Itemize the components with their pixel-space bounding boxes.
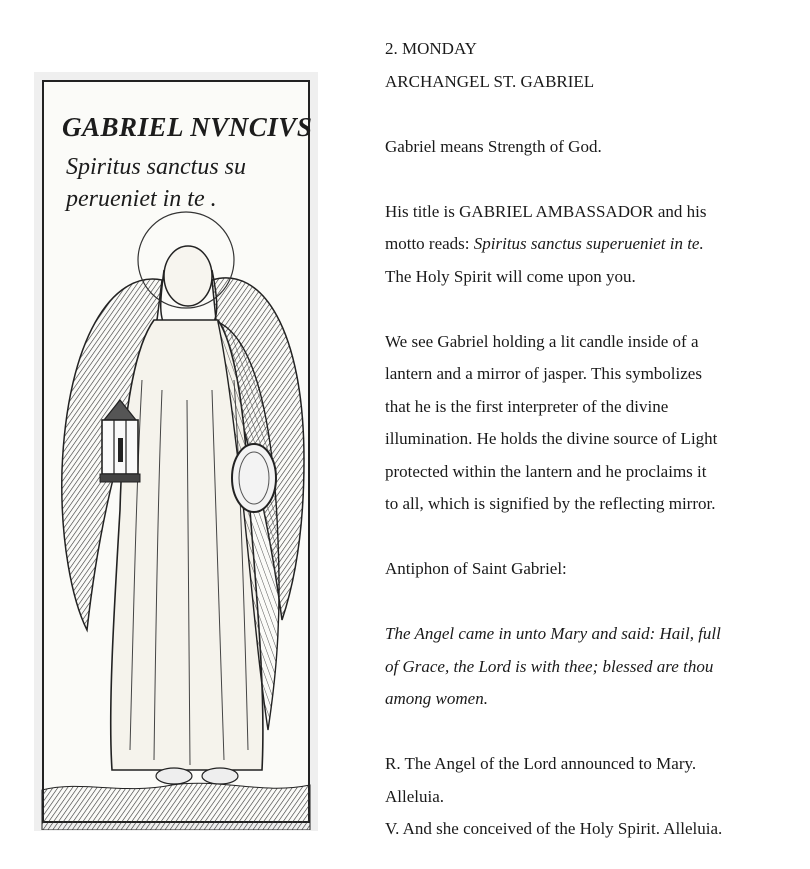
description-line: that he is the first interpreter of the divine xyxy=(385,396,669,416)
motto-latin: Spiritus sanctus superueniet in te. xyxy=(473,234,704,253)
engraving-caption-line-1: Spiritus sanctus su xyxy=(66,154,247,180)
meaning-line: Gabriel means Strength of God. xyxy=(385,136,602,156)
motto-english: The Holy Spirit will come upon you. xyxy=(385,266,636,286)
response-line: R. The Angel of the Lord announced to Mary. xyxy=(385,754,697,773)
text-column xyxy=(385,33,795,846)
response-line: Alleluia. xyxy=(385,786,445,806)
archangel-gabriel-illustration xyxy=(34,210,318,830)
description-line: to all, which is signified by the reflecting mirror. xyxy=(385,494,716,513)
engraving-caption-title: GABRIEL NVNCIVS xyxy=(62,112,313,142)
antiphon-line: The Angel came in unto Mary and said: Hail, full xyxy=(385,624,721,643)
heading-day: 2. MONDAY xyxy=(385,39,477,58)
motto-line: motto reads: Spiritus sanctus superueniet in te. xyxy=(385,234,704,253)
antiphon-label: Antiphon of Saint Gabriel: xyxy=(385,559,567,578)
antiphon-line: of Grace, the Lord is with thee; blessed are thou xyxy=(385,656,714,676)
head xyxy=(164,246,212,306)
description-line: protected within the lantern and he proclaims it xyxy=(385,461,707,481)
heading-name: ARCHANGEL ST. GABRIEL xyxy=(385,71,595,91)
title-name: GABRIEL AMBASSADOR xyxy=(459,201,654,221)
description-line: We see Gabriel holding a lit candle inside of a xyxy=(385,331,699,351)
engraving-caption-line-2: perueniet in te . xyxy=(66,186,217,212)
ground xyxy=(42,783,310,830)
description-line: lantern and a mirror of jasper. This symbolizes xyxy=(385,364,702,383)
antiphon-line: among women. xyxy=(385,689,488,708)
response-line: V. And she conceived of the Holy Spirit. Alleluia. xyxy=(385,819,723,838)
description-line: illumination. He holds the divine source of Light xyxy=(385,429,718,448)
title-line: His title is GABRIEL AMBASSADOR and his xyxy=(385,201,707,221)
